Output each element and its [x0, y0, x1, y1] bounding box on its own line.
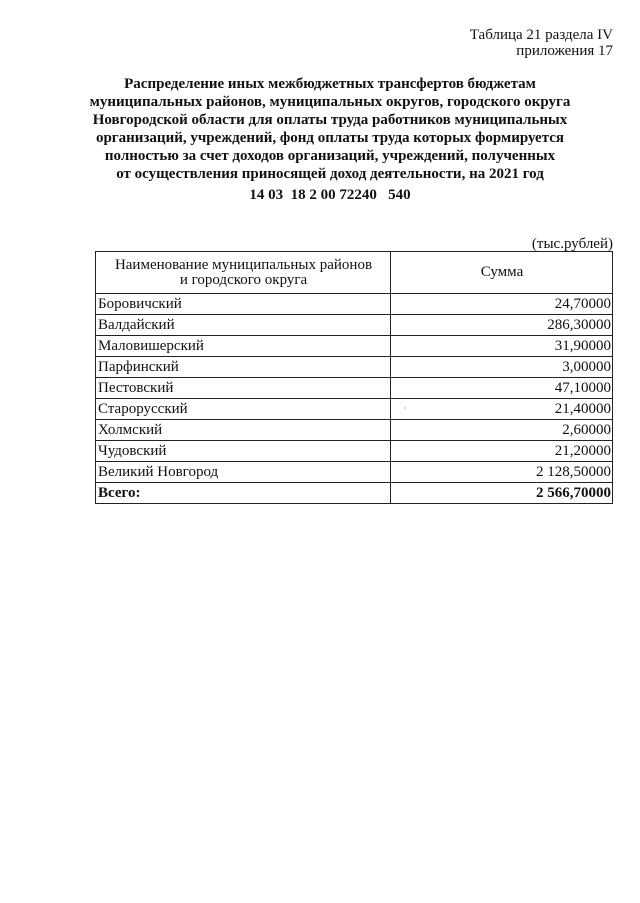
budget-classification-code: 14 03 18 2 00 72240 540 — [249, 187, 411, 203]
title-line: Распределение иных межбюджетных трансфертов бюджетам — [124, 76, 536, 92]
title-line: муниципальных районов, муниципальных округов, городского округа — [89, 94, 571, 110]
district-name-cell: Старорусский — [96, 399, 391, 420]
district-name-cell: Боровичский — [96, 294, 391, 315]
district-name-cell: Валдайский — [96, 315, 391, 336]
amount-cell: 47,10000 — [391, 378, 613, 399]
document-title — [50, 75, 610, 183]
amount-cell: 286,30000 — [391, 315, 613, 336]
district-name-cell: Маловишерский — [96, 336, 391, 357]
column-header-name-line: Наименование муниципальных районов — [114, 256, 373, 273]
table-row — [96, 357, 613, 378]
title-line: организаций, учреждений, фонд оплаты труда которых формируется — [95, 130, 565, 146]
title-line: полностью за счет доходов организаций, учреждений, полученных — [104, 148, 556, 164]
appendix-reference-line: приложения 17 — [516, 43, 613, 59]
table-header-row — [96, 252, 613, 294]
table-reference — [470, 27, 613, 59]
table-row — [96, 336, 613, 357]
table-row — [96, 399, 613, 420]
amount-cell: 3,00000 — [391, 357, 613, 378]
district-name-cell: Холмский — [96, 420, 391, 441]
table-row — [96, 441, 613, 462]
scan-speck — [404, 407, 406, 409]
total-row — [96, 483, 613, 504]
table-row — [96, 315, 613, 336]
amount-cell: 24,70000 — [391, 294, 613, 315]
amount-cell: 21,40000 — [391, 399, 613, 420]
table-row — [96, 462, 613, 483]
amount-cell: 21,20000 — [391, 441, 613, 462]
total-label-cell: Всего: — [96, 483, 391, 504]
amount-cell: 31,90000 — [391, 336, 613, 357]
column-header-name-line: и городского округа — [179, 271, 308, 288]
column-header-name — [96, 252, 391, 294]
units-label: (тыс.рублей) — [531, 236, 613, 252]
total-amount-cell: 2 566,70000 — [391, 483, 613, 504]
district-name-cell: Пестовский — [96, 378, 391, 399]
table-row — [96, 294, 613, 315]
title-line: от осуществления приносящей доход деятельности, на 2021 год — [116, 166, 544, 182]
amount-cell: 2 128,50000 — [391, 462, 613, 483]
district-name-cell: Парфинский — [96, 357, 391, 378]
title-line: Новгородской области для оплаты труда работников муниципальных — [92, 112, 568, 128]
district-name-cell: Чудовский — [96, 441, 391, 462]
column-header-sum: Сумма — [391, 252, 613, 294]
table-row — [96, 378, 613, 399]
table-reference-line: Таблица 21 раздела IV — [469, 27, 613, 43]
distribution-table — [95, 251, 613, 504]
district-name-cell: Великий Новгород — [96, 462, 391, 483]
table-row — [96, 420, 613, 441]
amount-cell: 2,60000 — [391, 420, 613, 441]
